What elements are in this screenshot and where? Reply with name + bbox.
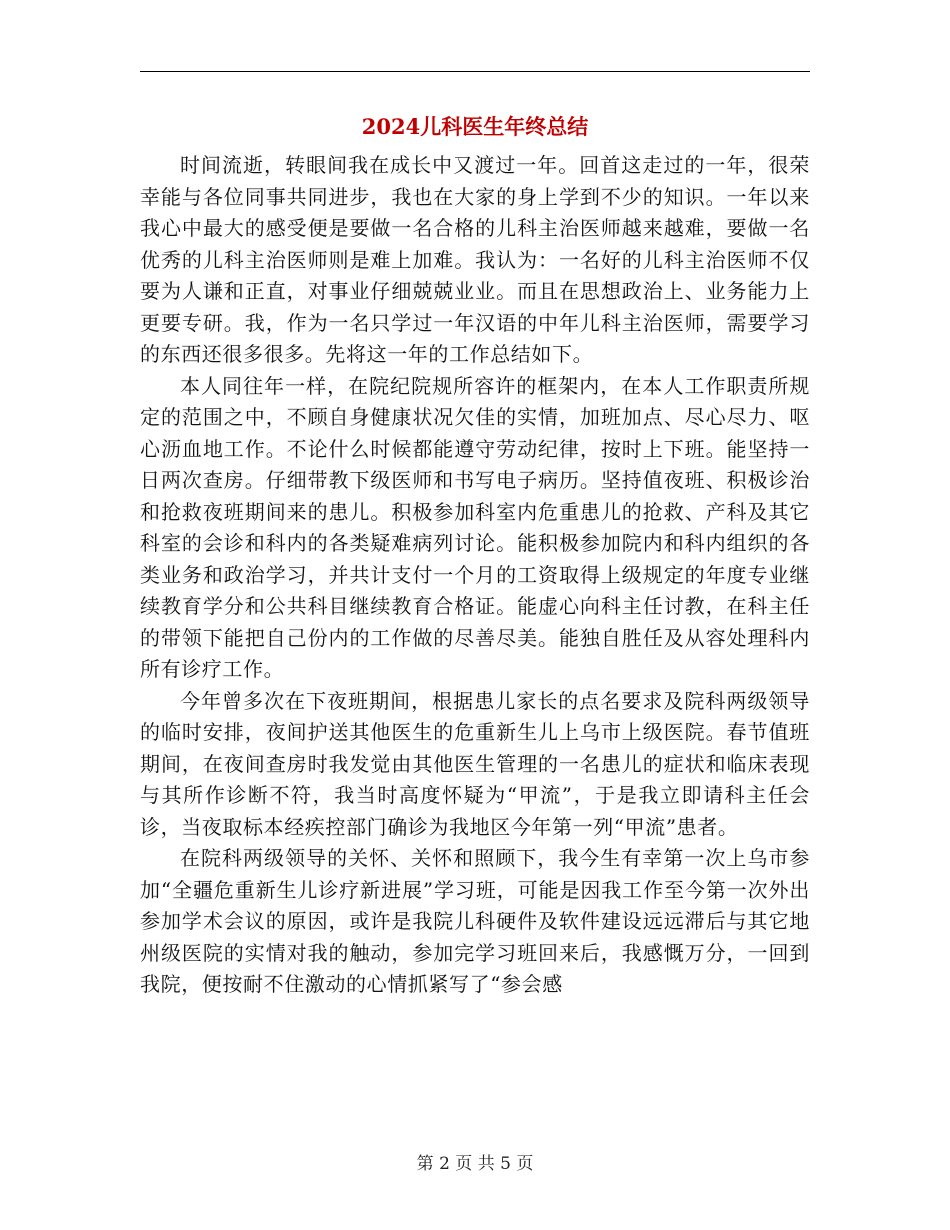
paragraph: 时间流逝，转眼间我在成长中又渡过一年。回首这走过的一年，很荣幸能与各位同事共同进步，我也在大家的身上学到不少的知识。一年以来我心中最大的感受便是要做一名合格的儿科主治医师越来越难，要做一名优秀的儿科主治医师则是难上加难。我认为：一名好的儿科主治医师不仅要为人谦和正直，对事业仔细兢兢业业。而且在思想政治上、业务能力上更要专研。我，作为一名只学过一年汉语的中年儿科主治医师，需要学习的东西还很多很多。先将这一年的工作总结如下。 <box>140 153 810 366</box>
document-title: 2024儿科医生年终总结 <box>361 114 589 139</box>
header-rule <box>140 71 810 72</box>
paragraph: 在院科两级领导的关怀、关怀和照顾下，我今生有幸第一次上乌市参加“全疆危重新生儿诊疗新进展”学习班，可能是因我工作至今第一次外出参加学术会议的原因，或许是我院儿科硬件及软件建设远远滞后与其它地州级医院的实情对我的触动，参加完学习班回来后，我感慨万分，一回到我院，便按耐不住激动的心情抓紧写了“参会感 <box>140 846 810 996</box>
document-body <box>140 150 810 1001</box>
paragraph: 本人同往年一样，在院纪院规所容许的框架内，在本人工作职责所规定的范围之中，不顾自身健康状况欠佳的实情，加班加点、尽心尽力、呕心沥血地工作。不论什么时候都能遵守劳动纪律，按时上下班。能坚持一日两次查房。仔细带教下级医师和书写电子病历。坚持值夜班、积极诊治和抢救夜班期间来的患儿。积极参加科室内危重患儿的抢救、产科及其它科室的会诊和科内的各类疑难病列讨论。能积极参加院内和科内组织的各类业务和政治学习，并共计支付一个月的工资取得上级规定的年度专业继续教育学分和公共科目继续教育合格证。能虚心向科主任讨教，在科主任的带领下能把自己份内的工作做的尽善尽美。能独自胜任及从容处理科内所有诊疗工作。 <box>140 373 810 681</box>
paragraph: 今年曾多次在下夜班期间，根据患儿家长的点名要求及院科两级领导的临时安排，夜间护送其他医生的危重新生儿上乌市上级医院。春节值班期间，在夜间查房时我发觉由其他医生管理的一名患儿的症状和临床表现与其所作诊断不符，我当时高度怀疑为“甲流”，于是我立即请科主任会诊，当夜取标本经疾控部门确诊为我地区今年第一列“甲流”患者。 <box>140 688 810 839</box>
page-footer: 第 2 页 共 5 页 <box>416 1154 534 1174</box>
